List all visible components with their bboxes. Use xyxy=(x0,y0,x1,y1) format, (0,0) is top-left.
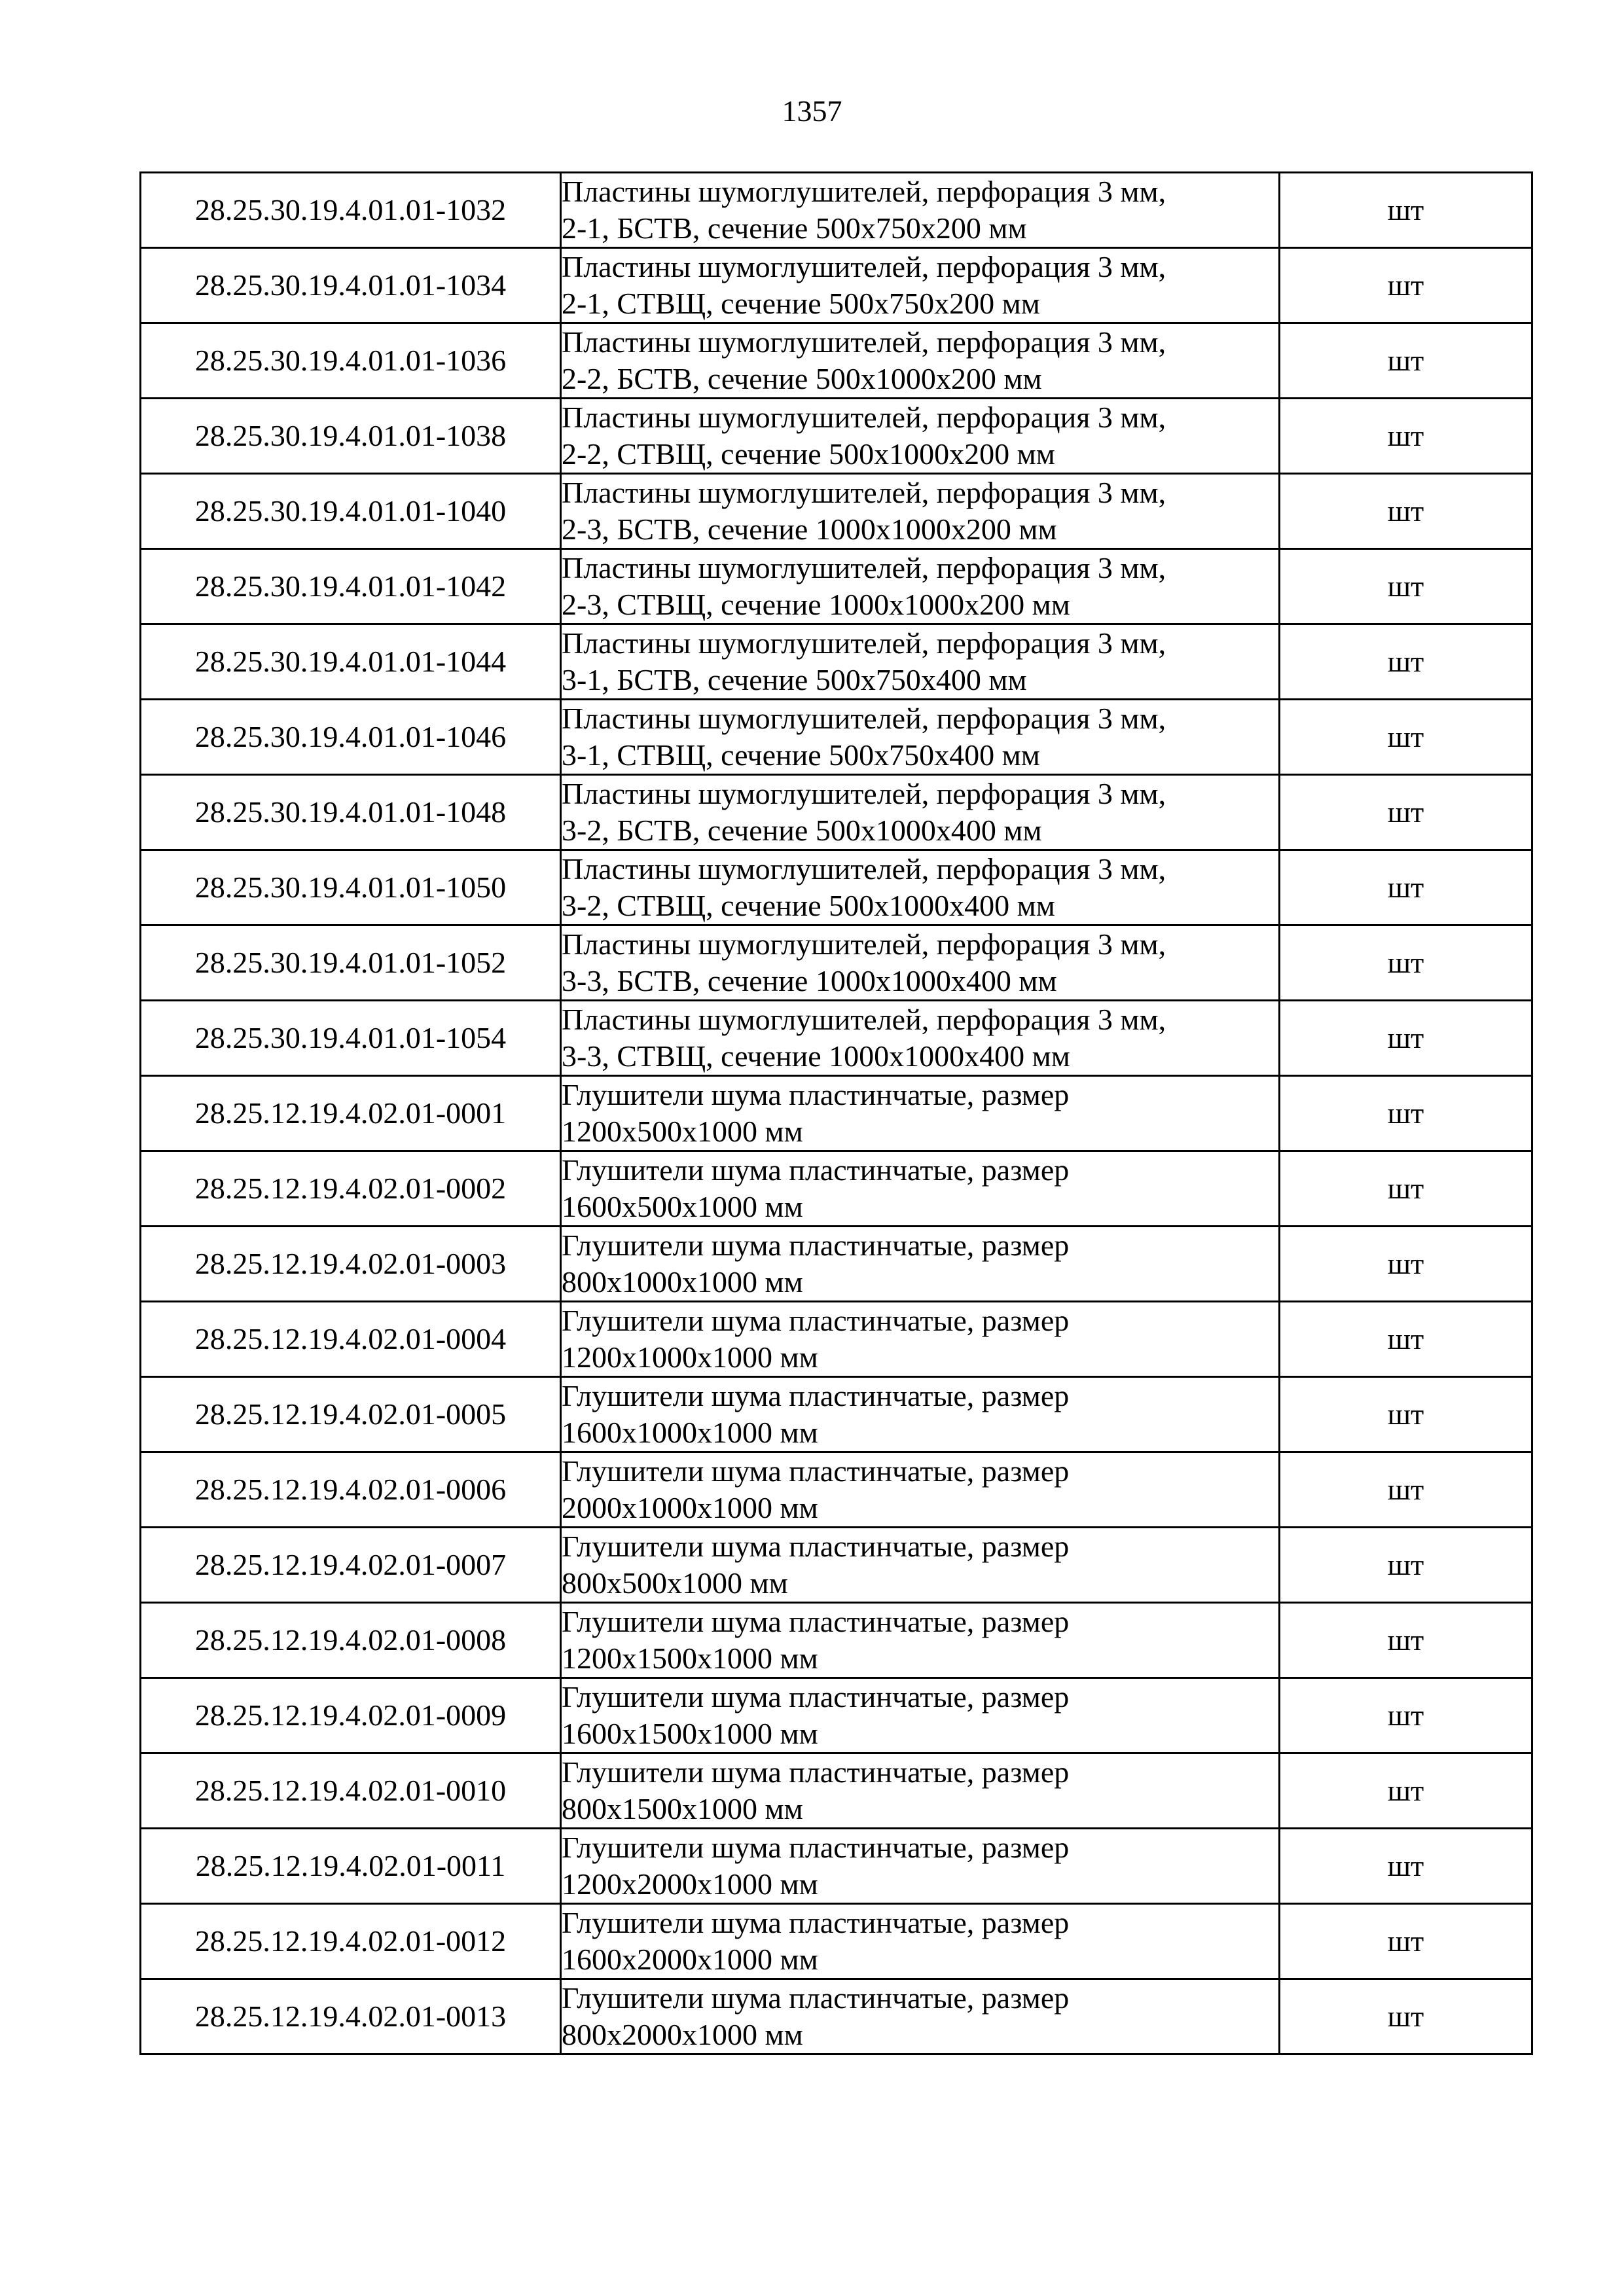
table-row xyxy=(141,399,1532,474)
resource-name-cell xyxy=(561,775,1280,850)
resource-name-cell xyxy=(561,474,1280,549)
resource-name-cell xyxy=(561,1753,1280,1829)
resource-name-line-2: 3-3, СТВЩ, сечение 1000х1000х400 мм xyxy=(562,1039,1070,1073)
table-row xyxy=(141,1904,1532,1979)
resource-code-cell: 28.25.30.19.4.01.01-1044 xyxy=(141,624,561,700)
resource-name-line-2: 1200х2000х1000 мм xyxy=(562,1867,818,1901)
unit-cell: шт xyxy=(1280,1528,1532,1603)
unit-cell: шт xyxy=(1280,1076,1532,1151)
resource-name-line-1: Глушители шума пластинчатые, размер xyxy=(562,1906,1070,1939)
resource-name-cell xyxy=(561,700,1280,775)
unit-cell: шт xyxy=(1280,1151,1532,1227)
resource-code-cell: 28.25.12.19.4.02.01-0013 xyxy=(141,1979,561,2054)
resource-name-line-1: Пластины шумоглушителей, перфорация 3 мм, xyxy=(562,626,1166,660)
resource-name-line-2: 800х500х1000 мм xyxy=(562,1566,788,1600)
resource-code-cell: 28.25.30.19.4.01.01-1038 xyxy=(141,399,561,474)
resource-name-line-1: Глушители шума пластинчатые, размер xyxy=(562,1530,1070,1563)
table-row xyxy=(141,1979,1532,2054)
resource-code-cell: 28.25.30.19.4.01.01-1046 xyxy=(141,700,561,775)
resource-name-cell xyxy=(561,248,1280,323)
resource-name-cell xyxy=(561,549,1280,624)
resource-code-cell: 28.25.12.19.4.02.01-0004 xyxy=(141,1302,561,1377)
unit-cell: шт xyxy=(1280,1452,1532,1528)
table-row xyxy=(141,173,1532,248)
unit-cell: шт xyxy=(1280,925,1532,1001)
resource-code-cell: 28.25.12.19.4.02.01-0012 xyxy=(141,1904,561,1979)
resource-name-line-2: 2-3, СТВЩ, сечение 1000х1000х200 мм xyxy=(562,588,1070,621)
table-row xyxy=(141,1603,1532,1678)
unit-cell: шт xyxy=(1280,1904,1532,1979)
resource-name-cell xyxy=(561,1227,1280,1302)
resource-name-cell xyxy=(561,173,1280,248)
table-row xyxy=(141,549,1532,624)
resource-name-line-1: Глушители шума пластинчатые, размер xyxy=(562,1605,1070,1638)
resource-name-line-1: Пластины шумоглушителей, перфорация 3 мм, xyxy=(562,1003,1166,1036)
resource-name-line-1: Пластины шумоглушителей, перфорация 3 мм, xyxy=(562,551,1166,584)
unit-cell: шт xyxy=(1280,1227,1532,1302)
resource-code-cell: 28.25.12.19.4.02.01-0001 xyxy=(141,1076,561,1151)
resource-code-cell: 28.25.12.19.4.02.01-0009 xyxy=(141,1678,561,1753)
resource-name-cell xyxy=(561,1452,1280,1528)
resource-code-cell: 28.25.30.19.4.01.01-1050 xyxy=(141,850,561,925)
resource-name-line-1: Глушители шума пластинчатые, размер xyxy=(562,1153,1070,1187)
table-row xyxy=(141,1076,1532,1151)
table-row xyxy=(141,1528,1532,1603)
resource-name-cell xyxy=(561,1829,1280,1904)
unit-cell: шт xyxy=(1280,248,1532,323)
resource-name-line-1: Пластины шумоглушителей, перфорация 3 мм, xyxy=(562,401,1166,434)
resource-name-line-2: 3-3, БСТВ, сечение 1000х1000х400 мм xyxy=(562,964,1057,997)
resource-name-line-1: Глушители шума пластинчатые, размер xyxy=(562,1755,1070,1789)
resource-name-line-2: 800х2000х1000 мм xyxy=(562,2018,803,2051)
resource-name-line-1: Пластины шумоглушителей, перфорация 3 мм, xyxy=(562,777,1166,810)
resource-name-cell xyxy=(561,1678,1280,1753)
resource-name-line-2: 3-1, СТВЩ, сечение 500х750х400 мм xyxy=(562,738,1040,772)
resource-name-line-1: Пластины шумоглушителей, перфорация 3 мм, xyxy=(562,325,1166,359)
resource-name-line-2: 2-2, БСТВ, сечение 500х1000х200 мм xyxy=(562,362,1042,395)
resource-name-cell xyxy=(561,624,1280,700)
unit-cell: шт xyxy=(1280,474,1532,549)
table-row xyxy=(141,1753,1532,1829)
table-row xyxy=(141,850,1532,925)
unit-cell: шт xyxy=(1280,850,1532,925)
table-row xyxy=(141,624,1532,700)
resource-code-cell: 28.25.12.19.4.02.01-0007 xyxy=(141,1528,561,1603)
unit-cell: шт xyxy=(1280,1377,1532,1452)
resource-name-line-2: 2-2, СТВЩ, сечение 500х1000х200 мм xyxy=(562,437,1055,471)
resource-name-cell xyxy=(561,1603,1280,1678)
table-row xyxy=(141,323,1532,399)
resource-code-cell: 28.25.30.19.4.01.01-1032 xyxy=(141,173,561,248)
unit-cell: шт xyxy=(1280,1678,1532,1753)
unit-cell: шт xyxy=(1280,775,1532,850)
resource-code-cell: 28.25.30.19.4.01.01-1042 xyxy=(141,549,561,624)
resource-name-cell xyxy=(561,1979,1280,2054)
unit-cell: шт xyxy=(1280,1001,1532,1076)
resource-code-cell: 28.25.30.19.4.01.01-1054 xyxy=(141,1001,561,1076)
table-row xyxy=(141,1001,1532,1076)
resource-name-cell xyxy=(561,1151,1280,1227)
unit-cell: шт xyxy=(1280,173,1532,248)
resource-name-line-2: 1600х500х1000 мм xyxy=(562,1190,803,1223)
resource-name-line-1: Пластины шумоглушителей, перфорация 3 мм, xyxy=(562,476,1166,509)
table-row xyxy=(141,700,1532,775)
table-row xyxy=(141,1678,1532,1753)
table-row xyxy=(141,925,1532,1001)
resource-code-cell: 28.25.12.19.4.02.01-0011 xyxy=(141,1829,561,1904)
resource-name-cell xyxy=(561,1528,1280,1603)
resource-name-line-1: Пластины шумоглушителей, перфорация 3 мм, xyxy=(562,250,1166,283)
resource-name-line-2: 3-1, БСТВ, сечение 500х750х400 мм xyxy=(562,663,1027,696)
resource-name-line-2: 1200х1000х1000 мм xyxy=(562,1340,818,1374)
resource-name-cell xyxy=(561,850,1280,925)
resource-code-cell: 28.25.12.19.4.02.01-0010 xyxy=(141,1753,561,1829)
resource-name-line-2: 2000х1000х1000 мм xyxy=(562,1491,818,1524)
resource-name-line-1: Пластины шумоглушителей, перфорация 3 мм, xyxy=(562,852,1166,886)
resource-name-line-2: 1200х1500х1000 мм xyxy=(562,1641,818,1675)
resource-name-line-1: Глушители шума пластинчатые, размер xyxy=(562,1304,1070,1337)
table-row xyxy=(141,1452,1532,1528)
resource-name-cell xyxy=(561,399,1280,474)
table-row xyxy=(141,1151,1532,1227)
resource-name-line-2: 3-2, БСТВ, сечение 500х1000х400 мм xyxy=(562,814,1042,847)
unit-cell: шт xyxy=(1280,624,1532,700)
resource-name-line-1: Глушители шума пластинчатые, размер xyxy=(562,1831,1070,1864)
resource-name-line-2: 1600х1500х1000 мм xyxy=(562,1717,818,1750)
table-row xyxy=(141,775,1532,850)
unit-cell: шт xyxy=(1280,399,1532,474)
resource-name-line-2: 800х1000х1000 мм xyxy=(562,1265,803,1299)
resource-name-line-2: 3-2, СТВЩ, сечение 500х1000х400 мм xyxy=(562,889,1055,922)
resource-name-line-1: Пластины шумоглушителей, перфорация 3 мм, xyxy=(562,927,1166,961)
resource-code-cell: 28.25.12.19.4.02.01-0008 xyxy=(141,1603,561,1678)
resource-name-line-1: Глушители шума пластинчатые, размер xyxy=(562,1680,1070,1713)
resource-code-cell: 28.25.30.19.4.01.01-1052 xyxy=(141,925,561,1001)
unit-cell: шт xyxy=(1280,1829,1532,1904)
resource-name-line-2: 1600х1000х1000 мм xyxy=(562,1416,818,1449)
resource-name-line-1: Глушители шума пластинчатые, размер xyxy=(562,1078,1070,1111)
resource-name-cell xyxy=(561,1076,1280,1151)
resource-code-cell: 28.25.30.19.4.01.01-1040 xyxy=(141,474,561,549)
resource-name-line-1: Глушители шума пластинчатые, размер xyxy=(562,1229,1070,1262)
table-row xyxy=(141,1302,1532,1377)
table-row xyxy=(141,1829,1532,1904)
unit-cell: шт xyxy=(1280,1753,1532,1829)
resource-name-line-2: 2-3, БСТВ, сечение 1000х1000х200 мм xyxy=(562,512,1057,546)
table-row xyxy=(141,248,1532,323)
unit-cell: шт xyxy=(1280,549,1532,624)
resource-code-cell: 28.25.12.19.4.02.01-0005 xyxy=(141,1377,561,1452)
unit-cell: шт xyxy=(1280,1979,1532,2054)
resource-name-line-2: 800х1500х1000 мм xyxy=(562,1792,803,1825)
resource-name-cell xyxy=(561,1001,1280,1076)
resource-name-cell xyxy=(561,323,1280,399)
resource-name-line-1: Пластины шумоглушителей, перфорация 3 мм, xyxy=(562,702,1166,735)
resource-name-line-1: Глушители шума пластинчатые, размер xyxy=(562,1379,1070,1412)
resource-name-line-2: 2-1, СТВЩ, сечение 500х750х200 мм xyxy=(562,287,1040,320)
unit-cell: шт xyxy=(1280,1302,1532,1377)
unit-cell: шт xyxy=(1280,700,1532,775)
resource-name-cell xyxy=(561,1377,1280,1452)
table-body xyxy=(141,173,1532,2054)
resource-code-cell: 28.25.12.19.4.02.01-0003 xyxy=(141,1227,561,1302)
table-row xyxy=(141,1377,1532,1452)
resource-code-cell: 28.25.30.19.4.01.01-1036 xyxy=(141,323,561,399)
resource-table xyxy=(139,171,1533,2055)
resource-code-cell: 28.25.30.19.4.01.01-1034 xyxy=(141,248,561,323)
resource-name-cell xyxy=(561,1302,1280,1377)
unit-cell: шт xyxy=(1280,323,1532,399)
resource-name-line-1: Глушители шума пластинчатые, размер xyxy=(562,1981,1070,2015)
resource-name-cell xyxy=(561,925,1280,1001)
resource-name-line-1: Пластины шумоглушителей, перфорация 3 мм, xyxy=(562,175,1166,208)
resource-code-cell: 28.25.30.19.4.01.01-1048 xyxy=(141,775,561,850)
resource-name-line-2: 1200х500х1000 мм xyxy=(562,1115,803,1148)
resource-code-cell: 28.25.12.19.4.02.01-0002 xyxy=(141,1151,561,1227)
resource-name-line-2: 1600х2000х1000 мм xyxy=(562,1943,818,1976)
table-row xyxy=(141,1227,1532,1302)
table-row xyxy=(141,474,1532,549)
resource-name-cell xyxy=(561,1904,1280,1979)
resource-name-line-2: 2-1, БСТВ, сечение 500х750х200 мм xyxy=(562,211,1027,245)
page-number: 1357 xyxy=(782,94,842,128)
resource-code-cell: 28.25.12.19.4.02.01-0006 xyxy=(141,1452,561,1528)
unit-cell: шт xyxy=(1280,1603,1532,1678)
resource-name-line-1: Глушители шума пластинчатые, размер xyxy=(562,1454,1070,1488)
